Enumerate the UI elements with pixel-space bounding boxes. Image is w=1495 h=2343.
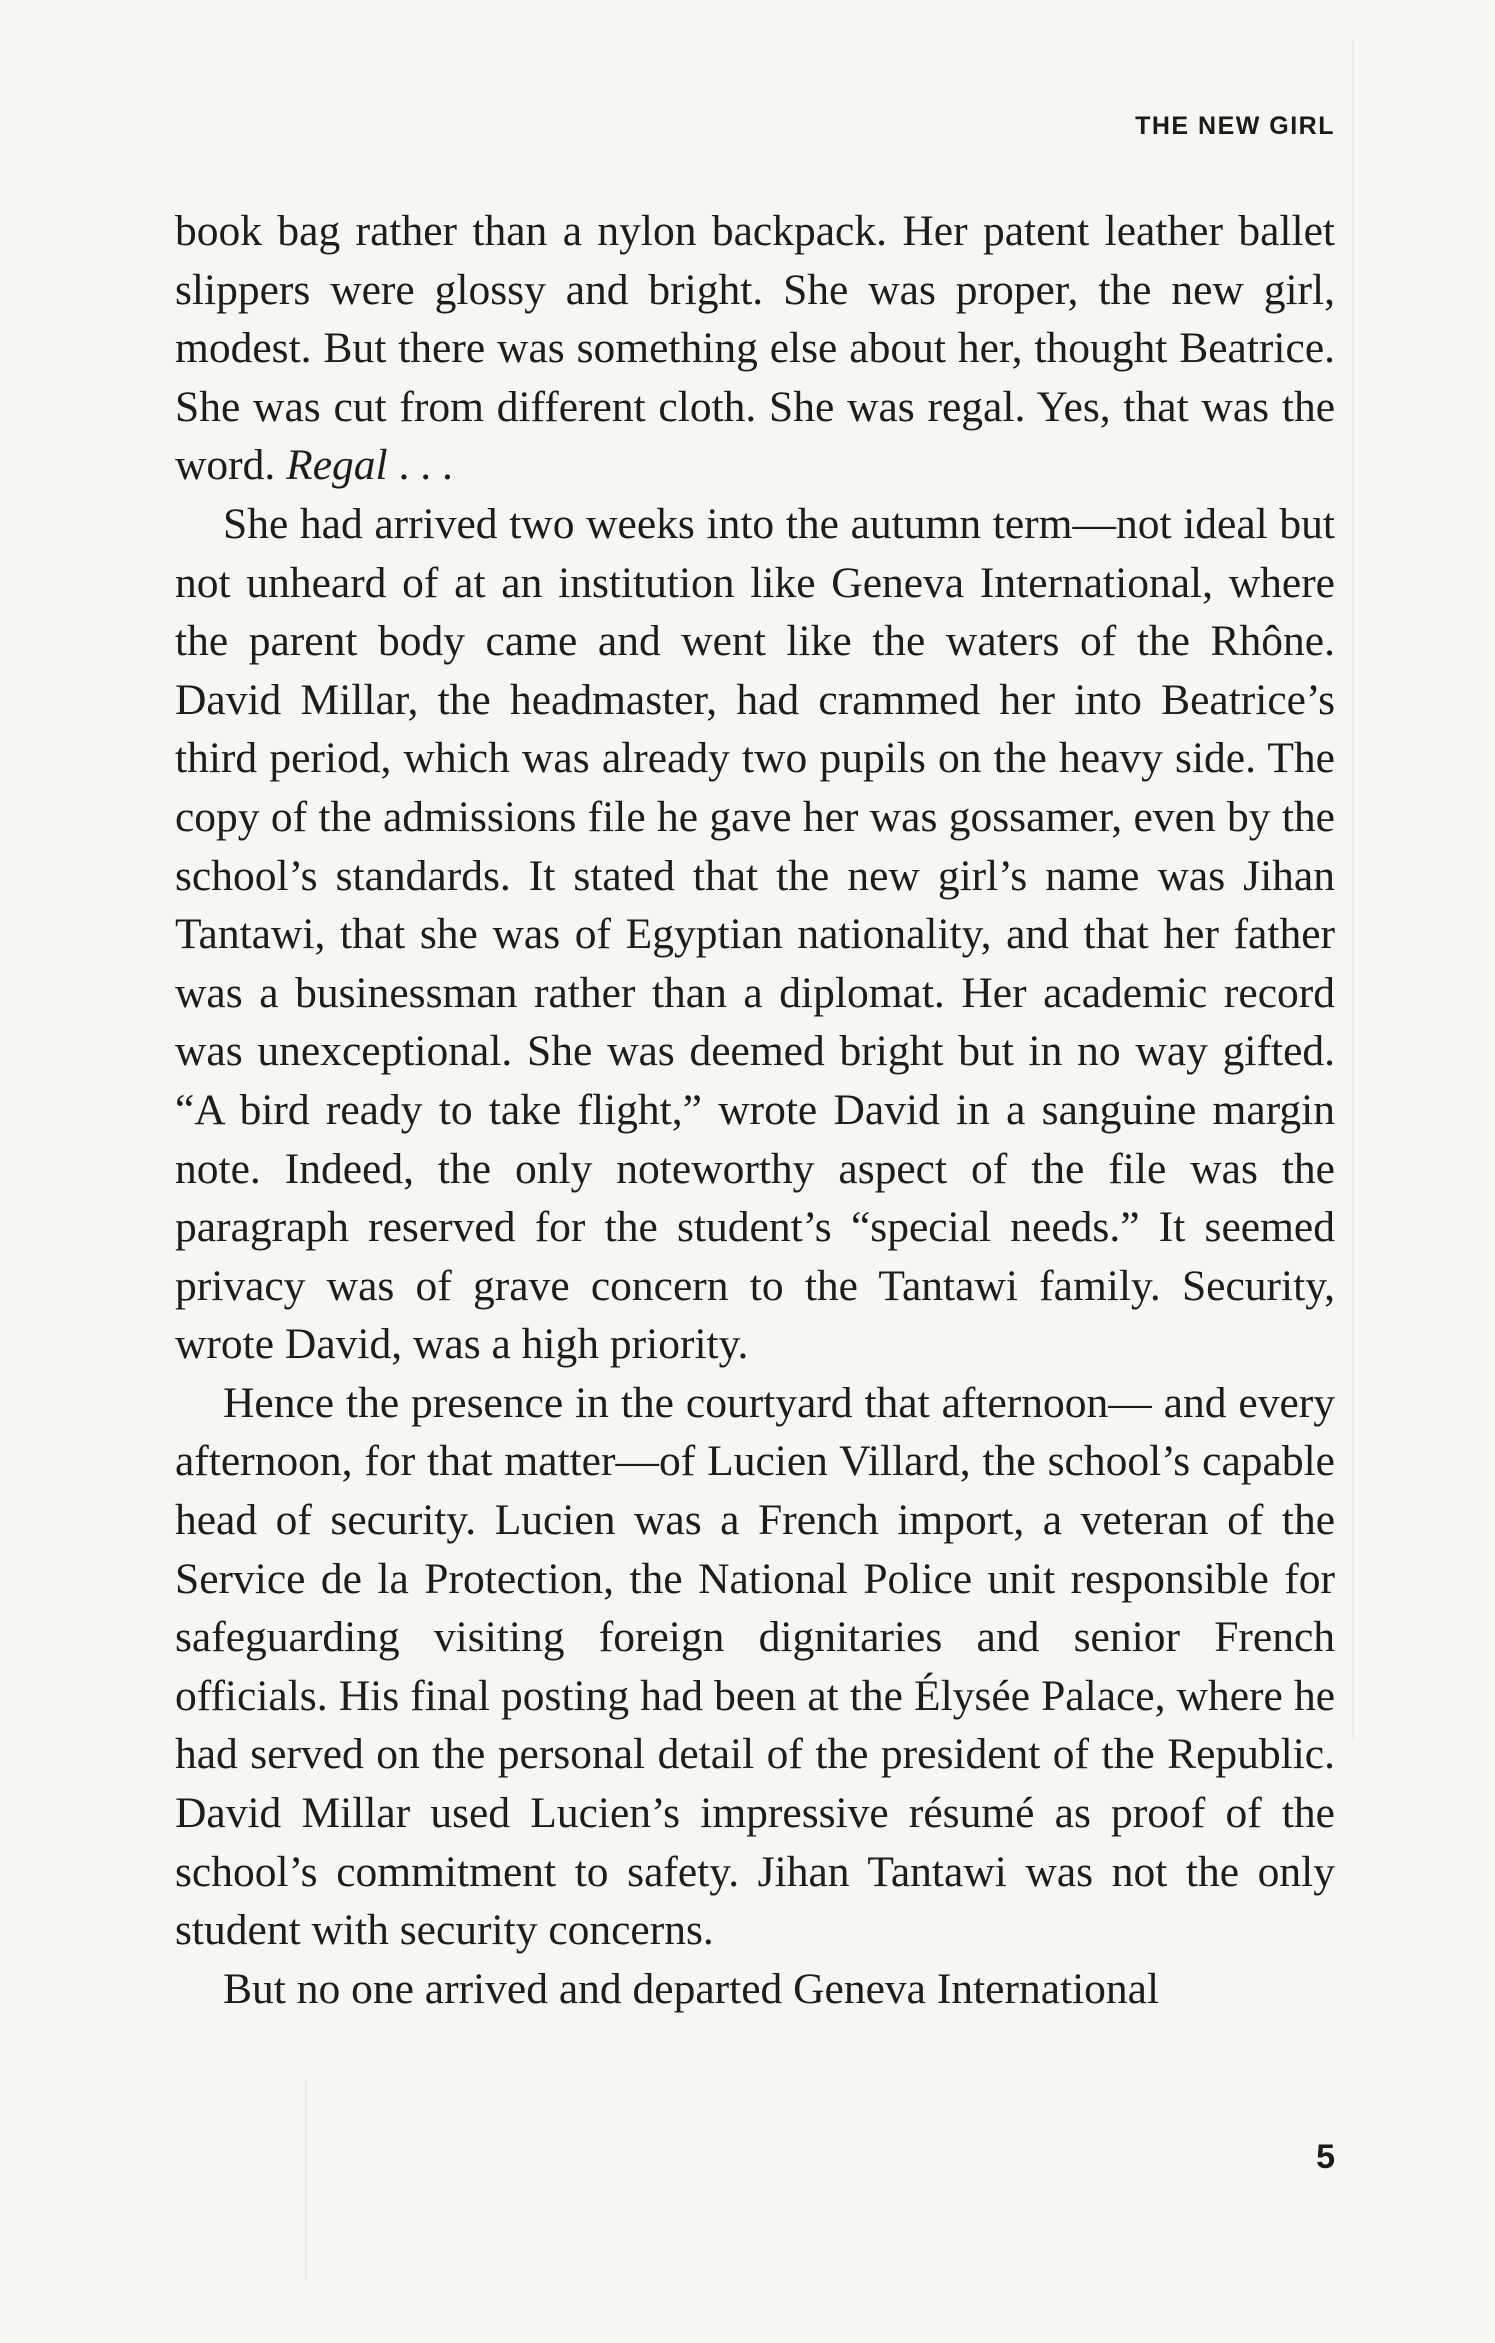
paragraph-1-lead: book bag rather than a nylon backpack. Her patent leather ballet slippers were glossy and bright. She was proper, the new girl, modest. But there was something else about her, thought Beatrice. She was cut from different cloth. She was regal. Yes, that was the word. bbox=[175, 207, 1335, 490]
paragraph-3: Hence the presence in the courtyard that afternoon— and every afternoon, for that matter—of Lucien Villard, the school’s capable head of security. Lucien was a French import, a veteran of the Service de la Protection, the National Police unit responsible for safeguarding visiting foreign dignitaries and senior French officials. His final posting had been at the Élysée Palace, where he had served on the personal detail of the president of the Republic. David Millar used Lucien’s impressive résumé as proof of the school’s commitment to safety. Jihan Tantawi was not the only student with security concerns. bbox=[175, 1378, 1335, 1955]
paragraph-1 bbox=[175, 202, 1335, 495]
paragraph-4: But no one arrived and departed Geneva International bbox=[223, 1964, 1160, 2013]
body-text bbox=[175, 202, 1335, 2018]
paragraph-1-ellipsis: . . . bbox=[387, 441, 453, 490]
scan-artifact-line bbox=[305, 2080, 307, 2280]
scan-artifact-line bbox=[1352, 40, 1354, 1740]
paragraph-1-italic: Regal bbox=[286, 441, 388, 490]
page-number: 5 bbox=[1316, 2138, 1335, 2176]
running-head: THE NEW GIRL bbox=[1135, 112, 1335, 140]
paragraph-2: She had arrived two weeks into the autumn term—not ideal but not unheard of at an institution like Geneva International, where the parent body came and went like the waters of the Rhône. David Millar, the headmaster, had crammed her into Beatrice’s third period, which was already two pupils on the heavy side. The copy of the admissions file he gave her was gossamer, even by the school’s standards. It stated that the new girl’s name was Jihan Tantawi, that she was of Egyptian nationality, and that her father was a businessman rather than a diplomat. Her academic record was unexceptional. She was deemed bright but in no way gifted. “A bird ready to take flight,” wrote David in a sanguine margin note. Indeed, the only noteworthy aspect of the file was the paragraph reserved for the student’s “special needs.” It seemed privacy was of grave concern to the Tantawi family. Security, wrote David, was a high priority. bbox=[175, 499, 1335, 1369]
